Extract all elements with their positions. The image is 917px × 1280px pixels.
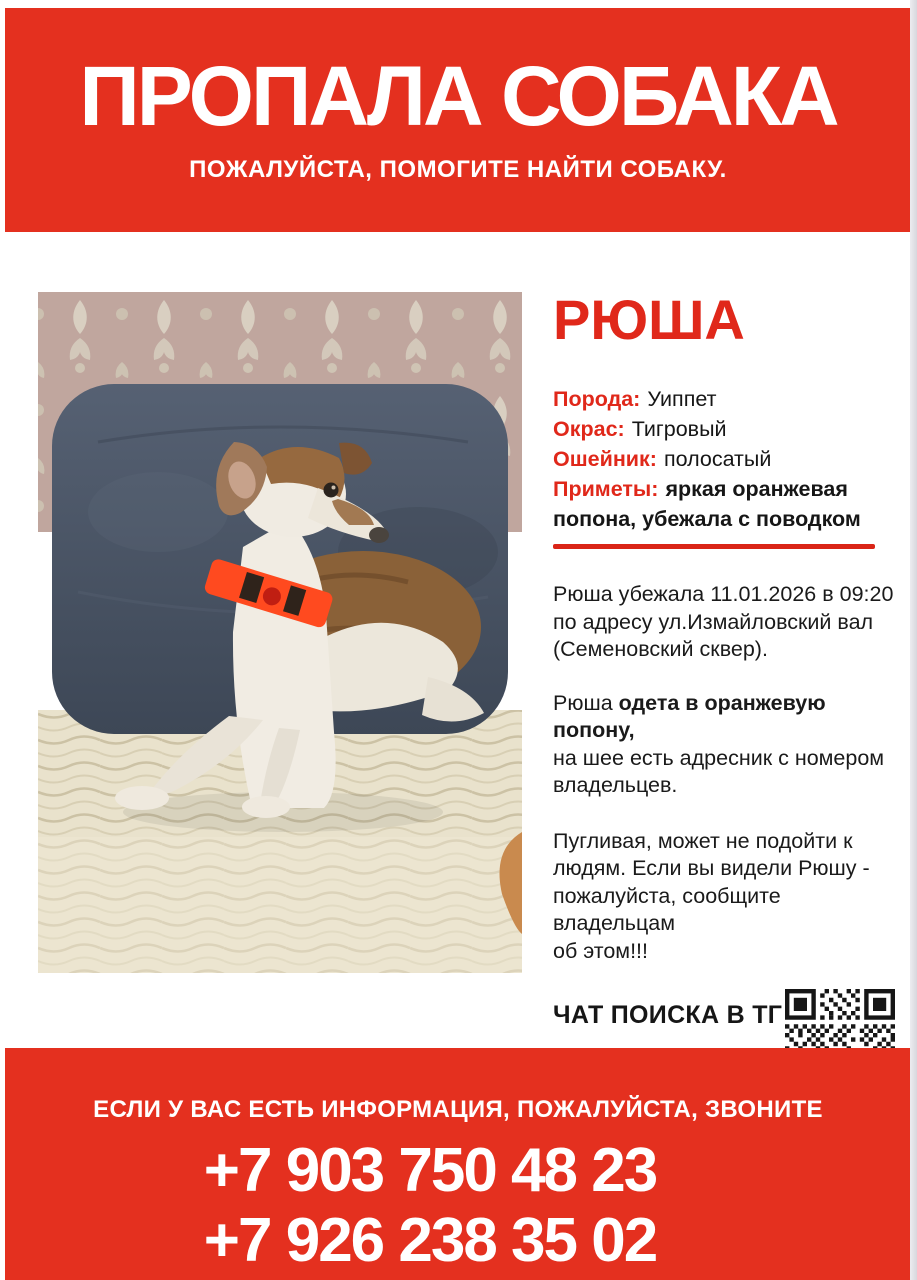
attr-collar-label: Ошейник: [553,447,657,471]
phone-numbers [0,1136,883,1276]
dog-name: РЮША [553,288,745,351]
p2-bold-text: одета в оранжевую попону, [553,690,826,742]
info-column [553,288,895,1099]
red-divider [553,544,875,549]
paragraph-outfit-info [553,690,895,800]
dog-attributes [553,384,895,534]
p2-normal-text: Рюша [553,690,619,715]
phone-number-2: +7 926 238 35 02 [203,1206,657,1275]
attr-color-value: Тигровый [631,417,727,441]
attr-breed [553,384,895,414]
header-band [5,8,911,232]
p3-line: Пугливая, может не подойти к [553,828,853,853]
p2-line: владельцев. [553,773,678,797]
p2-line [553,690,895,745]
p1-line: Рюша убежала 11.01.2026 в 09:20 [553,582,894,606]
phone-number-1: +7 903 750 48 23 [203,1136,657,1205]
dog-photo-illustration [38,292,522,973]
attr-breed-value: Уиппет [647,387,717,411]
p1-line: (Семеновский сквер). [553,637,768,661]
telegram-chat-label: ЧАТ ПОИСКА В ТГ [553,1001,783,1029]
p2-line: на шее есть адресник с номером [553,745,885,770]
attr-collar [553,444,895,474]
attr-collar-value: полосатый [663,447,772,471]
attr-color [553,414,895,444]
attr-marks-value: яркая оранжевая попона, убежала с поводком [553,477,861,531]
attr-color-label: Окрас: [553,417,625,441]
attr-breed-label: Порода: [553,387,641,411]
attr-marks-label: Приметы: [553,477,659,501]
poster-title: ПРОПАЛА СОБАКА [79,49,837,143]
footer-call-line: ЕСЛИ У ВАС ЕСТЬ ИНФОРМАЦИЯ, ПОЖАЛУЙСТА, ЗВОНИТЕ [93,1096,823,1123]
paragraph-escape-info [553,581,895,664]
p3-line: пожалуйста, сообщите владельцам [553,883,781,935]
p3-line: об этом!!! [553,938,649,963]
attr-marks [553,474,895,534]
dog-photo [38,292,522,973]
p1-line: по адресу ул.Измайловский вал [553,609,874,634]
paragraph-behavior-info [553,828,895,966]
poster-subtitle: ПОЖАЛУЙСТА, ПОМОГИТЕ НАЙТИ СОБАКУ. [189,156,727,183]
page-edge [910,0,917,1280]
p3-line: людям. Если вы видели Рюшу - [553,856,870,880]
footer-band [5,1048,911,1280]
